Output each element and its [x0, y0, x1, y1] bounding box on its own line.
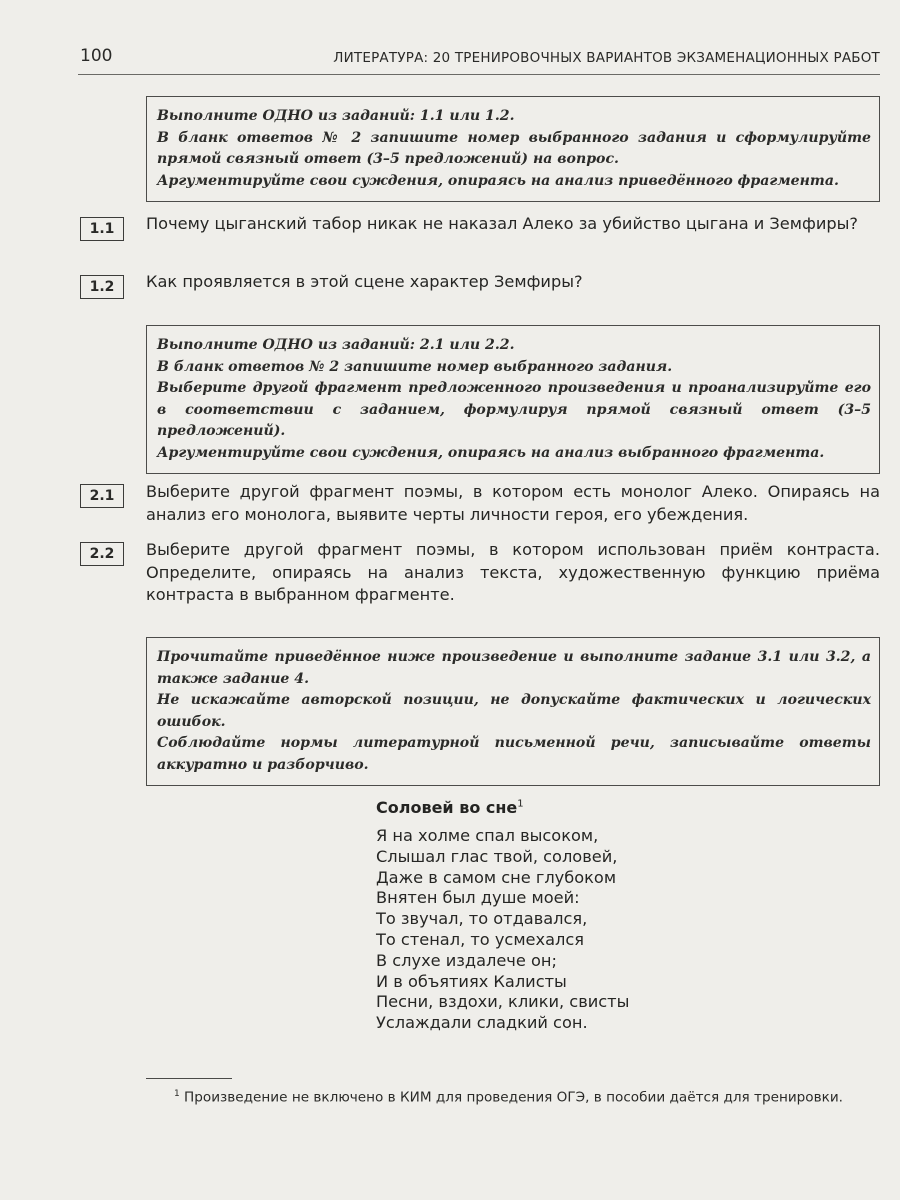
footnote-divider — [146, 1078, 232, 1079]
footnote — [146, 1085, 880, 1108]
footnote-text: Произведение не включено в КИМ для проведения ОГЭ, в пособии даётся для тренировки. — [179, 1089, 844, 1106]
task-number-2-2: 2.2 — [80, 542, 124, 566]
instruction-line: Аргументируйте свои суждения, опираясь на анализ приведённого фрагмента. — [157, 172, 839, 189]
task-number-1-1: 1.1 — [80, 217, 124, 241]
instruction-line: Не искажайте авторской позиции, не допускайте фактических и логических ошибок. — [157, 692, 871, 730]
footnote-mark: 1 — [174, 1089, 180, 1099]
poem-line: Слышал глас твой, соловей, — [376, 846, 618, 866]
instruction-line: Соблюдайте нормы литературной письменной речи, записывайте ответы аккуратно и разборчиво. — [157, 735, 871, 773]
running-title: ЛИТЕРАТУРА: 20 ТРЕНИРОВОЧНЫХ ВАРИАНТОВ ЭКЗАМЕНАЦИОННЫХ РАБОТ — [333, 50, 880, 66]
instruction-line: Прочитайте приведённое ниже произведение и выполните задание 3.1 или 3.2, а также задание 4. — [157, 649, 871, 687]
instruction-line: Выполните ОДНО из заданий: 1.1 или 1.2. — [157, 108, 515, 124]
poem-line: Песни, вздохи, клики, свисты — [376, 992, 630, 1012]
poem-line: Я на холме спал высоком, — [376, 826, 599, 845]
task-number-2-1: 2.1 — [80, 484, 124, 508]
poem-title-text: Соловей во сне — [376, 798, 518, 817]
instruction-box-1 — [146, 96, 880, 202]
task-number-1-2: 1.2 — [80, 275, 124, 299]
poem-line: В слухе издалече он; — [376, 950, 557, 970]
poem-line: То стенал, то усмехался — [376, 929, 584, 949]
instruction-box-2 — [146, 325, 880, 474]
instruction-line: Выполните ОДНО из заданий: 2.1 или 2.2. — [157, 337, 515, 353]
instruction-line: Выберите другой фрагмент предложенного произведения и проанализируйте его в соответствии с заданием, формулируя прямой связный ответ (3–5 предложений). — [157, 380, 871, 439]
poem-title — [376, 798, 524, 817]
task-text-1-1: Почему цыганский табор никак не наказал Алеко за убийство цыгана и Земфиры? — [146, 214, 858, 233]
poem-line: Внятен был душе моей: — [376, 888, 580, 908]
poem-body — [376, 826, 629, 1034]
instruction-line: В бланк ответов № 2 запишите номер выбранного задания. — [157, 358, 673, 375]
instruction-line: В бланк ответов № 2 запишите номер выбранного задания и сформулируйте прямой связный ответ (3–5 предложений) на вопрос. — [157, 129, 871, 167]
poem-line: То звучал, то отдавался, — [376, 909, 588, 929]
footnote-reference: 1 — [517, 798, 524, 810]
poem-line: И в объятиях Калисты — [376, 971, 567, 991]
poem-line: Услаждали сладкий сон. — [376, 1013, 588, 1033]
instruction-box-3 — [146, 637, 880, 786]
instruction-line: Аргументируйте свои суждения, опираясь на анализ выбранного фрагмента. — [157, 444, 825, 461]
page-header — [78, 44, 880, 75]
task-text-2-2: Выберите другой фрагмент поэмы, в котором использован приём контраста. Определите, опираясь на анализ текста, художественную функцию приёма контраста в выбранном фрагменте. — [146, 540, 880, 604]
task-text-2-1: Выберите другой фрагмент поэмы, в котором есть монолог Алеко. Опираясь на анализ его монолога, выявите черты личности героя, его убеждения. — [146, 482, 880, 524]
poem-line: Даже в самом сне глубоком — [376, 867, 617, 887]
page-number: 100 — [80, 46, 113, 66]
task-text-1-2: Как проявляется в этой сцене характер Земфиры? — [146, 272, 583, 291]
